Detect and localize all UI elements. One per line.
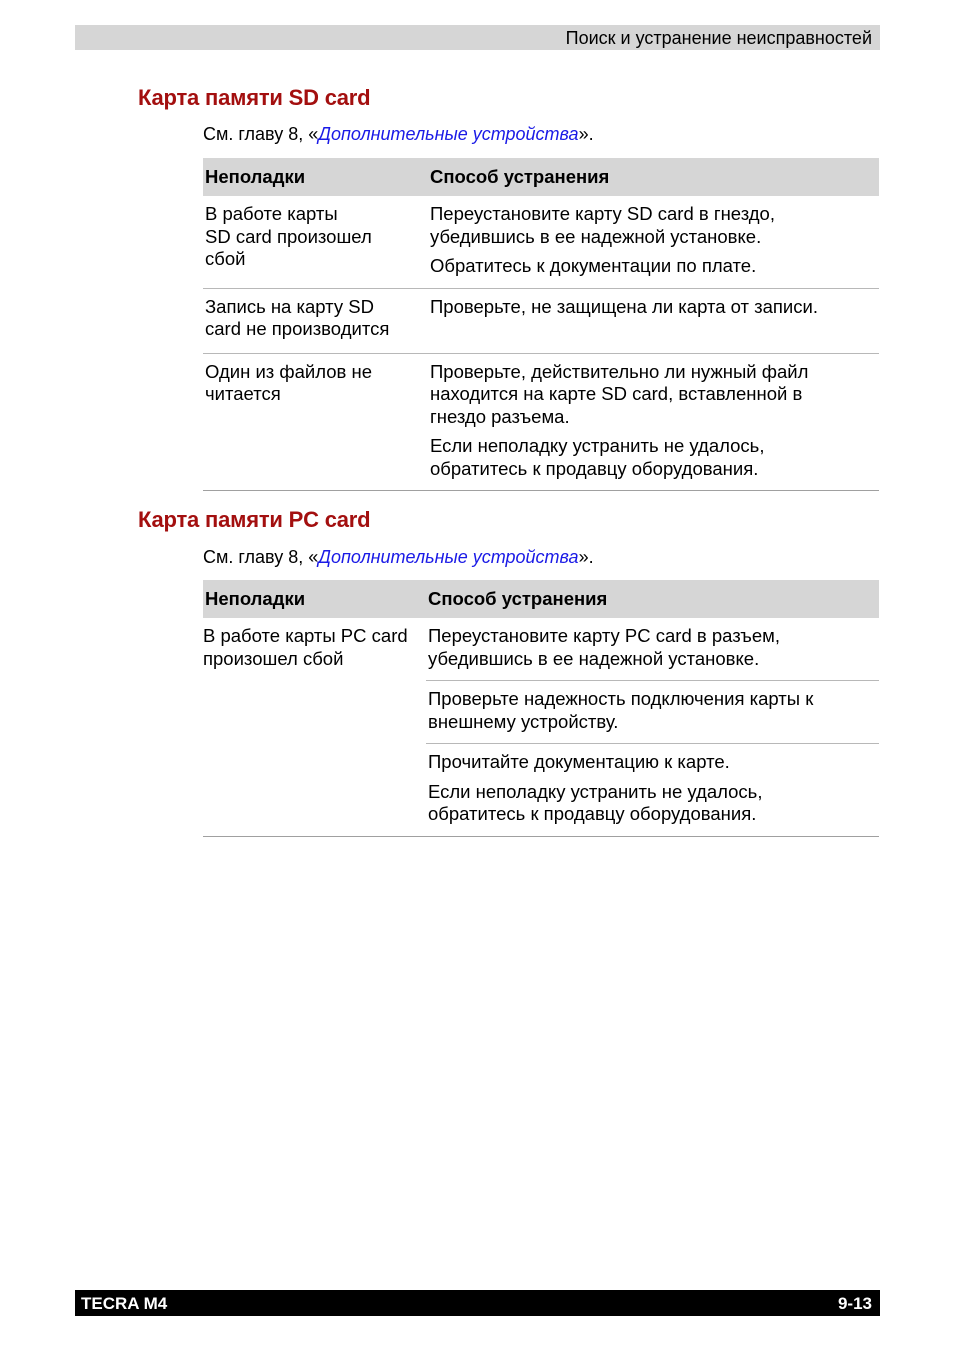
- chapter-reference: [203, 124, 594, 145]
- chapter-reference: [203, 547, 594, 568]
- pc-card-troubleshooting-table: [203, 580, 879, 837]
- solution-cell: [428, 353, 879, 491]
- reference-suffix: ».: [578, 547, 594, 567]
- solution-text: Обратитесь к документации по плате.: [430, 255, 757, 276]
- table-row: [203, 353, 879, 491]
- solution-cell: [426, 744, 879, 837]
- chapter-link[interactable]: Дополнительные устройства: [318, 124, 579, 144]
- solution-text: Переустановите карту SD card в гнездо, убедившись в ее надежной установке.: [430, 203, 775, 247]
- solution-cell: [426, 681, 879, 744]
- column-header-problem: Неполадки: [203, 158, 428, 196]
- problem-cell: [203, 288, 428, 353]
- problem-text: card не производится: [205, 318, 390, 339]
- reference-prefix: См. главу 8, «: [203, 124, 319, 144]
- problem-cell: [203, 196, 428, 288]
- solution-cell: [428, 196, 879, 288]
- problem-text: Один из файлов не: [205, 360, 373, 382]
- table-header-row: [203, 580, 879, 618]
- solution-text: Проверьте, не защищена ли карта от записи.: [430, 295, 818, 317]
- problem-text: произошел сбой: [203, 647, 344, 669]
- running-header-title: Поиск и устранение неисправностей: [565, 28, 872, 48]
- solution-text: Проверьте надежность подключения карты к внешнему устройству.: [428, 688, 814, 732]
- problem-text: В работе карты PC card: [203, 625, 408, 646]
- solution-text: Если неполадку устранить не удалось, обратитесь к продавцу оборудования.: [430, 435, 765, 479]
- column-header-problem: Неполадки: [203, 580, 426, 618]
- problem-text: SD card произошел: [205, 225, 372, 247]
- table-header-row: [203, 158, 879, 196]
- chapter-link[interactable]: Дополнительные устройства: [318, 547, 579, 567]
- table-row: [203, 618, 879, 681]
- section-title-pc-card: Карта памяти PC card: [138, 507, 371, 532]
- table-row: [203, 196, 879, 288]
- solution-text: Прочитайте документацию к карте.: [428, 751, 730, 772]
- reference-prefix: См. главу 8, «: [203, 547, 319, 567]
- problem-cell: [203, 353, 428, 491]
- column-header-solution: Способ устранения: [428, 158, 879, 196]
- page-number: 9-13: [837, 1294, 872, 1313]
- solution-cell: [428, 288, 879, 353]
- problem-text: сбой: [205, 248, 246, 269]
- table-row: [203, 288, 879, 353]
- reference-suffix: ».: [578, 124, 594, 144]
- solution-cell: [426, 618, 879, 681]
- problem-text: Запись на карту SD: [205, 295, 374, 317]
- problem-text: читается: [205, 383, 281, 404]
- solution-text: Проверьте, действительно ли нужный файл находится на карте SD card, вставленной в гнездо разъема.: [430, 360, 809, 427]
- column-header-solution: Способ устранения: [426, 580, 879, 618]
- problem-cell: [203, 618, 426, 836]
- running-footer: [75, 1290, 880, 1316]
- product-model: TECRA M4: [81, 1294, 168, 1313]
- problem-text: В работе карты: [205, 203, 338, 224]
- solution-text: Переустановите карту PC card в разъем, убедившись в ее надежной установке.: [428, 625, 780, 669]
- sd-card-troubleshooting-table: [203, 158, 879, 491]
- running-header: [75, 25, 880, 50]
- section-title-sd-card: Карта памяти SD card: [138, 85, 371, 110]
- solution-text: Если неполадку устранить не удалось, обратитесь к продавцу оборудования.: [428, 780, 763, 824]
